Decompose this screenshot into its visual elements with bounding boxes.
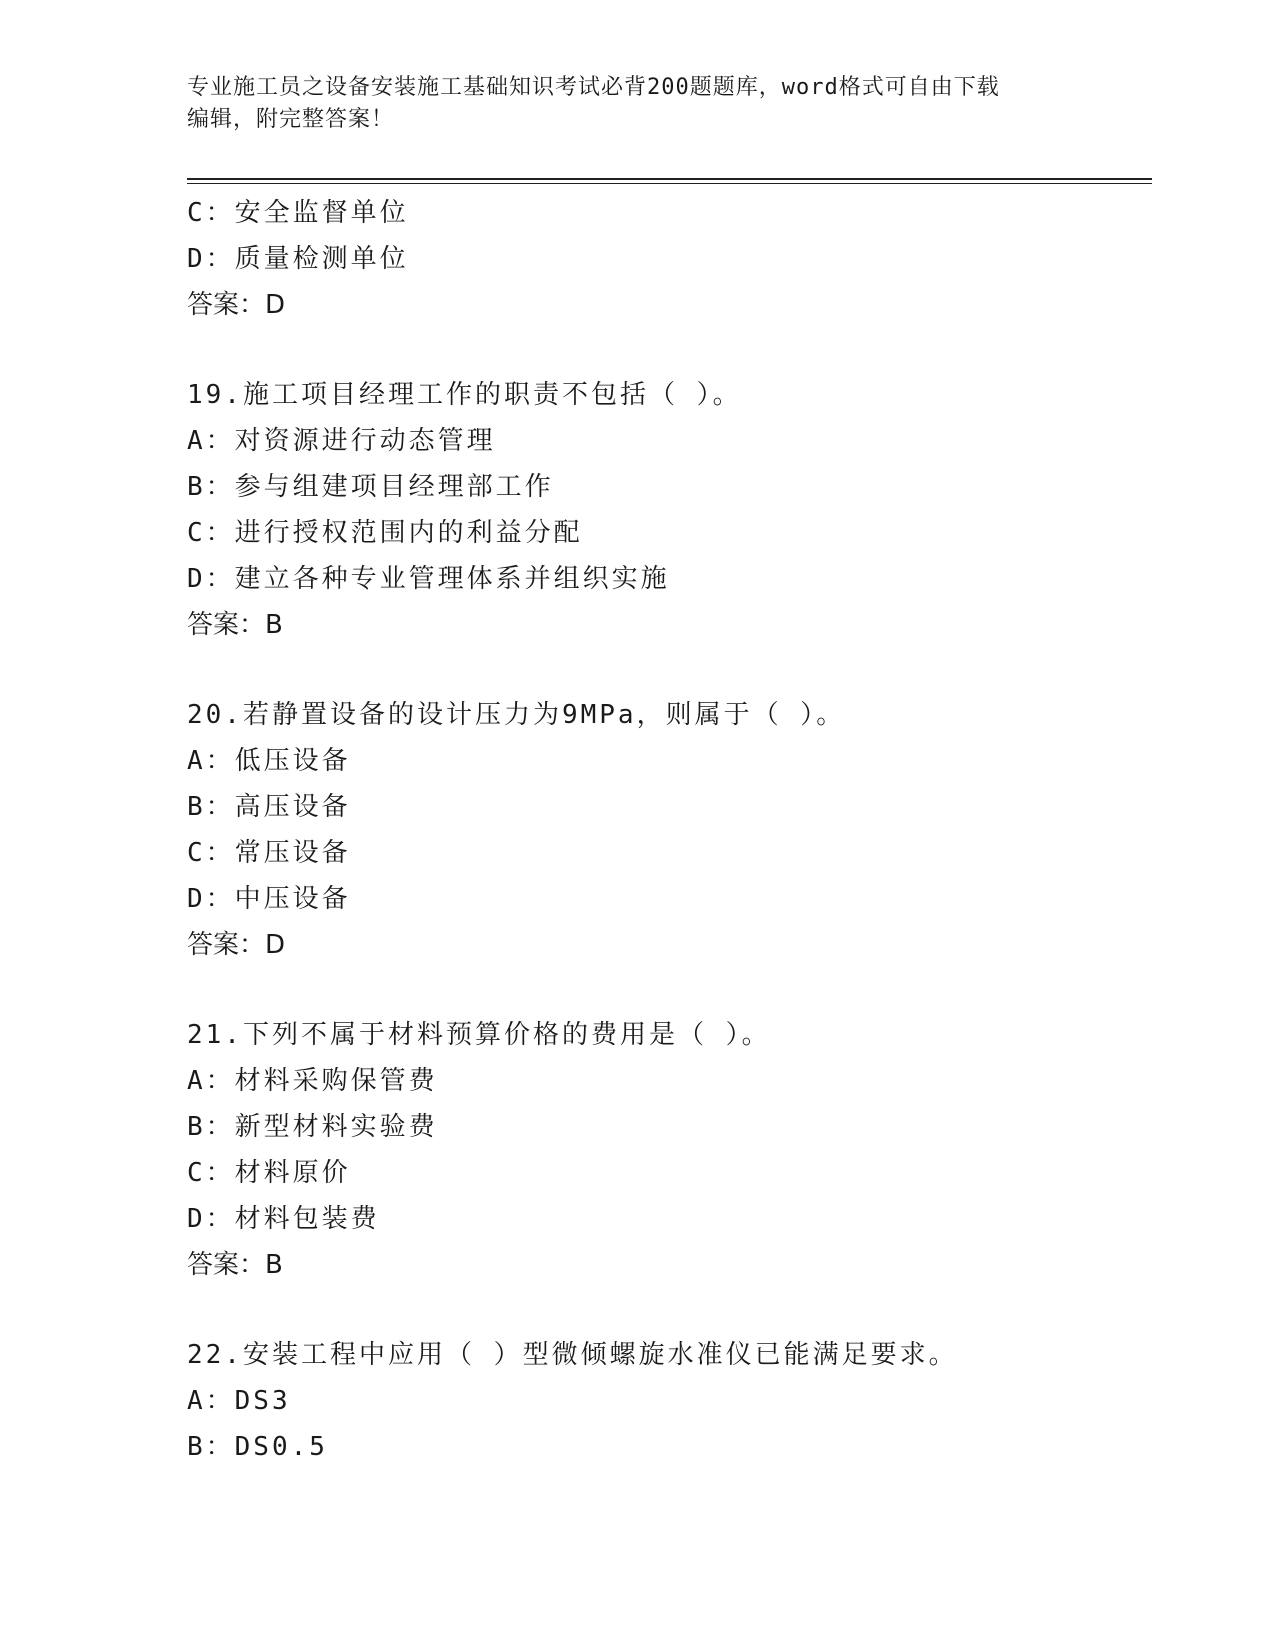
option-b: B：高压设备 [187, 792, 351, 822]
spacer [187, 1288, 1152, 1332]
option-d: D：质量检测单位 [187, 244, 409, 274]
question-stem: 21.下列不属于材料预算价格的费用是（ ）。 [187, 1020, 771, 1050]
question-list [187, 190, 1152, 1470]
question-block-20 [187, 692, 1152, 968]
option-d: D：中压设备 [187, 884, 351, 914]
option-c: C：安全监督单位 [187, 198, 409, 228]
option-b: B：参与组建项目经理部工作 [187, 472, 554, 502]
answer-line: 答案：B [187, 1250, 283, 1280]
question-stem: 19.施工项目经理工作的职责不包括（ ）。 [187, 380, 742, 410]
option-a: A：低压设备 [187, 746, 351, 776]
option-a: A：DS3 [187, 1386, 291, 1416]
header-title-line-2: 编辑，附完整答案！ [187, 107, 395, 132]
option-c: C：进行授权范围内的利益分配 [187, 518, 583, 548]
option-c: C：材料原价 [187, 1158, 351, 1188]
header-title-line-1: 专业施工员之设备安装施工基础知识考试必背200题题库，word格式可自由下载 [187, 75, 1000, 100]
option-c: C：常压设备 [187, 838, 351, 868]
question-stem: 20.若静置设备的设计压力为9MPa，则属于（ ）。 [187, 700, 846, 730]
answer-line: 答案：D [187, 290, 286, 320]
option-b: B：新型材料实验费 [187, 1112, 438, 1142]
answer-line: 答案：D [187, 930, 286, 960]
spacer [187, 328, 1152, 372]
option-a: A：对资源进行动态管理 [187, 426, 496, 456]
option-d: D：建立各种专业管理体系并组织实施 [187, 564, 670, 594]
option-b: B：DS0.5 [187, 1432, 328, 1462]
question-block-21 [187, 1012, 1152, 1288]
spacer [187, 648, 1152, 692]
answer-line: 答案：B [187, 610, 283, 640]
option-d: D：材料包装费 [187, 1204, 380, 1234]
question-block-19 [187, 372, 1152, 648]
spacer [187, 968, 1152, 1012]
header-divider-thin [187, 183, 1152, 184]
question-block-previous [187, 190, 1152, 328]
option-a: A：材料采购保管费 [187, 1066, 438, 1096]
document-header [187, 72, 1087, 136]
question-stem: 22.安装工程中应用（ ）型微倾螺旋水准仪已能满足要求。 [187, 1340, 958, 1370]
question-block-22 [187, 1332, 1152, 1470]
header-divider-thick [187, 178, 1152, 180]
